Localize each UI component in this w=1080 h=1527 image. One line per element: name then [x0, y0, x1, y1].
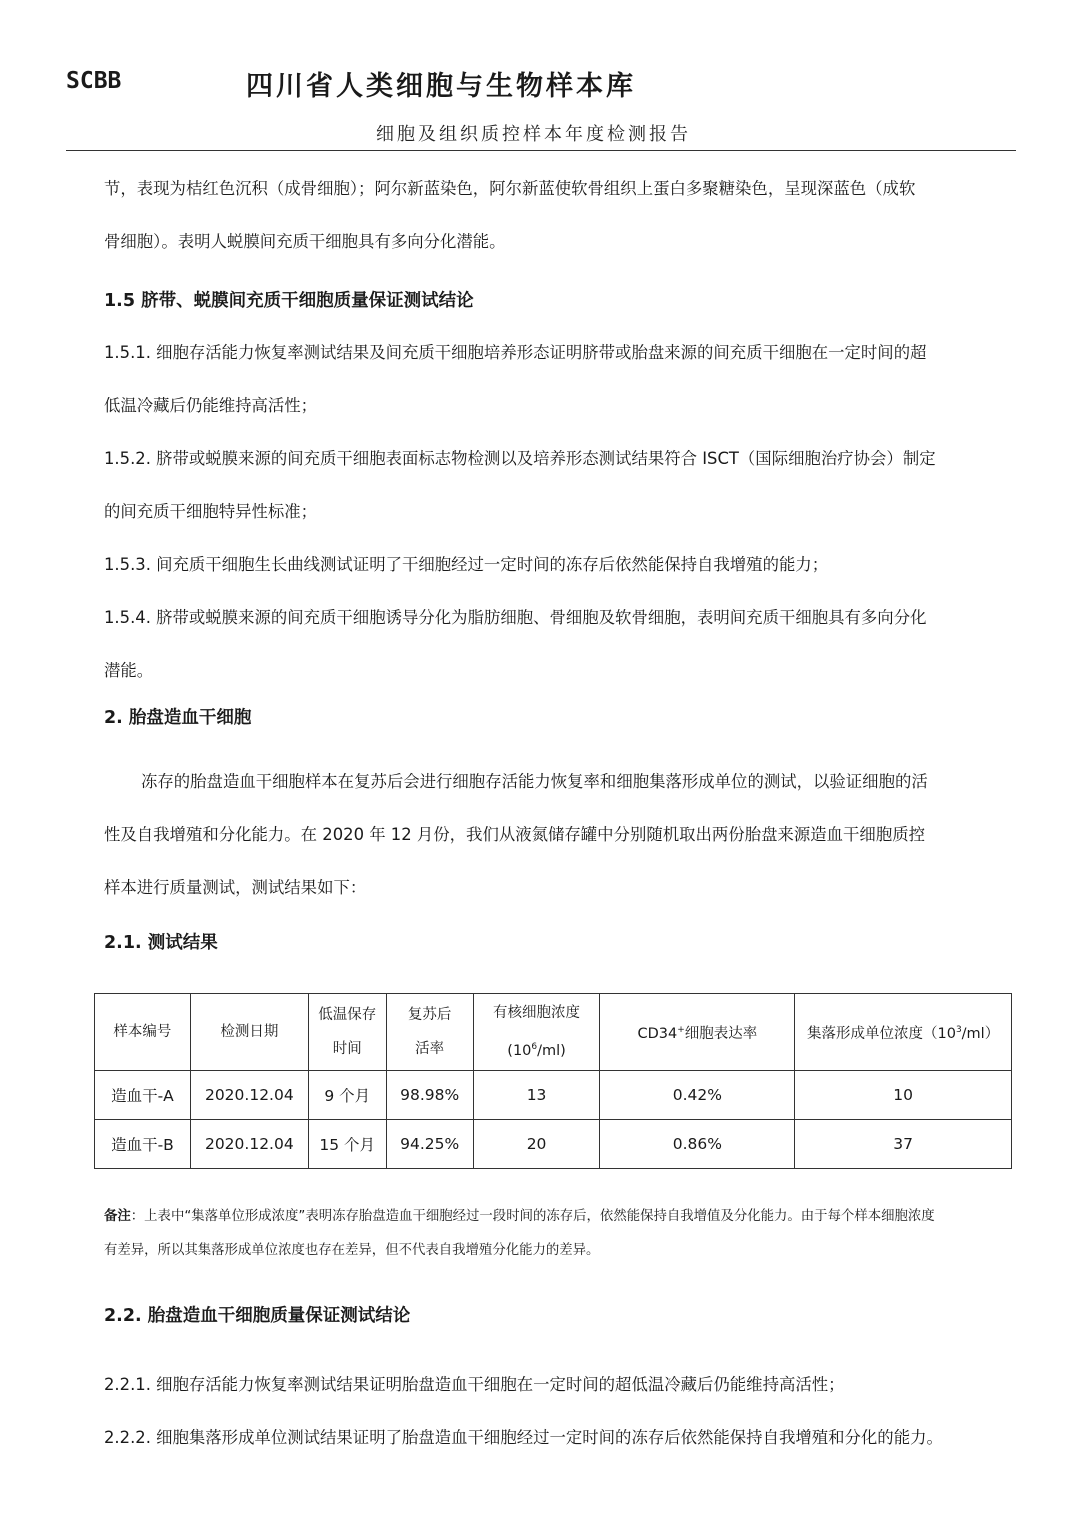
- paragraph-line: 性及自我增殖和分化能力。在 2020 年 12 月份，我们从液氮储存罐中分别随机取出两份胎盘来源造血干细胞质控: [104, 825, 925, 844]
- header-subtitle: 细胞及组织质控样本年度检测报告: [376, 124, 691, 145]
- intro-paragraph: [104, 162, 915, 268]
- table-row: [95, 1120, 1012, 1169]
- col-header-viability: [386, 994, 473, 1071]
- cell-cfu: 10: [795, 1071, 1012, 1120]
- header-text: /ml）: [961, 1025, 1000, 1042]
- header-line: 复苏后: [407, 1007, 452, 1023]
- header-text: 细胞表达率: [684, 1025, 758, 1042]
- cell-viability: 94.25%: [386, 1120, 473, 1169]
- paragraph-line: 1.5.4. 脐带或蜕膜来源的间充质干细胞诱导分化为脂肪细胞、骨细胞及软骨细胞，表明间充质干细胞具有多向分化: [104, 608, 927, 627]
- note-label: 备注: [104, 1209, 131, 1224]
- section-1-5-body: [104, 326, 936, 697]
- cell-date: 2020.12.04: [190, 1120, 308, 1169]
- cell-viability: 98.98%: [386, 1071, 473, 1120]
- table-note: [104, 1200, 935, 1268]
- header-title: 四川省人类细胞与生物样本库: [246, 71, 636, 102]
- header-divider: [66, 150, 1016, 151]
- paragraph-line: 的间充质干细胞特异性标准；: [104, 502, 318, 521]
- paragraph-line: 1.5.1. 细胞存活能力恢复率测试结果及间充质干细胞培养形态证明脐带或胎盘来源的间充质干细胞在一定时间的超: [104, 343, 927, 362]
- header-text: 集落形成单位浓度（10: [806, 1025, 956, 1042]
- results-table: [94, 993, 1012, 1169]
- table-header-row: [95, 994, 1012, 1071]
- header-line: 活率: [415, 1041, 445, 1057]
- header-text: CD34: [637, 1025, 678, 1042]
- section-heading-2-2: 2.2. 胎盘造血干细胞质量保证测试结论: [104, 1306, 411, 1326]
- header-line: 有核细胞浓度: [493, 1005, 581, 1022]
- cell-sample: 造血干-B: [95, 1120, 191, 1169]
- section-2-body: [104, 755, 928, 914]
- paragraph-line: 样本进行质量测试，测试结果如下：: [104, 878, 367, 897]
- note-line: [104, 1200, 935, 1234]
- cell-cd34: 0.86%: [600, 1120, 795, 1169]
- paragraph-line: 2.2.2. 细胞集落形成单位测试结果证明了胎盘造血干细胞经过一定时间的冻存后依然能保持自我增殖和分化的能力。: [104, 1428, 943, 1447]
- cell-concentration: 20: [473, 1120, 600, 1169]
- table-row: [95, 1071, 1012, 1120]
- paragraph-line: 1.5.2. 脐带或蜕膜来源的间充质干细胞表面标志物检测以及培养形态测试结果符合 ISCT（国际细胞治疗协会）制定: [104, 449, 936, 468]
- header-line: 时间: [332, 1041, 362, 1057]
- cell-sample: 造血干-A: [95, 1071, 191, 1120]
- col-header-cfu: [795, 994, 1012, 1071]
- col-header-storage: [308, 994, 386, 1071]
- header-text: (10: [507, 1042, 532, 1059]
- cell-cfu: 37: [795, 1120, 1012, 1169]
- note-text: ：上表中“集落单位形成浓度”表明冻存胎盘造血干细胞经过一段时间的冻存后，依然能保持自我增值及分化能力。由于每个样本细胞浓度: [130, 1209, 935, 1224]
- cell-storage: 9 个月: [308, 1071, 386, 1120]
- header-sup: +: [677, 1025, 685, 1036]
- paragraph-line: 2.2.1. 细胞存活能力恢复率测试结果证明胎盘造血干细胞在一定时间的超低温冷藏后仍能维持高活性；: [104, 1375, 845, 1394]
- col-header-date: 检测日期: [190, 994, 308, 1071]
- header-text: /ml): [537, 1042, 566, 1059]
- cell-cd34: 0.42%: [600, 1071, 795, 1120]
- section-heading-2-1: 2.1. 测试结果: [104, 933, 218, 953]
- paragraph-line: 冻存的胎盘造血干细胞样本在复苏后会进行细胞存活能力恢复率和细胞集落形成单位的测试，以验证细胞的活: [141, 772, 928, 791]
- header-line: [474, 1030, 600, 1068]
- header-code: SCBB: [66, 68, 122, 94]
- paragraph-line: 低温冷藏后仍能维持高活性；: [104, 396, 318, 415]
- col-header-sample: 样本编号: [95, 994, 191, 1071]
- intro-line: 节，表现为桔红色沉积（成骨细胞）；阿尔新蓝染色，阿尔新蓝使软骨组织上蛋白多聚糖染色，呈现深蓝色（成软: [104, 179, 916, 198]
- section-heading-2: 2. 胎盘造血干细胞: [104, 708, 252, 728]
- header-sup: 3: [955, 1025, 962, 1036]
- paragraph-line: 1.5.3. 间充质干细胞生长曲线测试证明了干细胞经过一定时间的冻存后依然能保持自我增殖的能力；: [104, 555, 829, 574]
- col-header-concentration: [473, 994, 600, 1071]
- cell-concentration: 13: [473, 1071, 600, 1120]
- intro-line: 骨细胞）。表明人蜕膜间充质干细胞具有多向分化潜能。: [104, 232, 506, 251]
- cell-storage: 15 个月: [308, 1120, 386, 1169]
- paragraph-line: 潜能。: [104, 661, 154, 680]
- section-heading-1-5: 1.5 脐带、蜕膜间充质干细胞质量保证测试结论: [104, 291, 474, 311]
- header-sup: 6: [531, 1042, 538, 1053]
- header-line: 低温保存: [318, 1007, 377, 1023]
- cell-date: 2020.12.04: [190, 1071, 308, 1120]
- section-2-2-body: [104, 1358, 943, 1464]
- col-header-cd34: [600, 994, 795, 1071]
- note-line: 有差异，所以其集落形成单位浓度也存在差异，但不代表自我增殖分化能力的差异。: [104, 1243, 600, 1258]
